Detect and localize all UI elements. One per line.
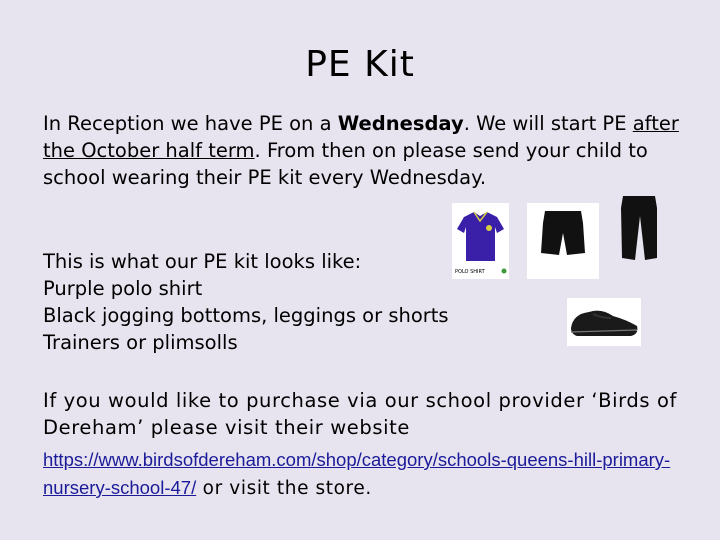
polo-caption: POLO SHIRT — [455, 269, 485, 275]
plimsoll-image — [567, 298, 641, 346]
page-title: PE Kit — [305, 44, 415, 85]
polo-shirt-image — [452, 203, 509, 279]
kit-item-polo: Purple polo shirt — [43, 277, 203, 300]
intro-text-b: . We will start PE — [463, 112, 633, 135]
kit-list — [43, 248, 513, 356]
intro-text-a: In Reception we have PE on a — [43, 112, 338, 135]
purchase-link-block — [43, 446, 703, 502]
kit-item-shoes: Trainers or plimsolls — [43, 331, 238, 354]
intro-paragraph — [43, 110, 683, 191]
kit-item-bottoms: Black jogging bottoms, leggings or shorts — [43, 304, 449, 327]
provider-website-link[interactable]: https://www.birdsofdereham.com/shop/category/schools-queens-hill-primary-nursery-school-47/ — [43, 449, 671, 498]
intro-text-c: . From then on please send your child to school wearing their PE kit every Wednesday. — [43, 139, 648, 189]
shorts-image — [527, 203, 599, 279]
purchase-paragraph: If you would like to purchase via our school provider ‘Birds of Dereham’ please visit their website — [43, 389, 677, 439]
visit-store-text: or visit the store. — [196, 478, 372, 499]
intro-bold-day: Wednesday — [337, 112, 464, 135]
kit-list-heading: This is what our PE kit looks like: — [43, 250, 362, 273]
intro-underline-term: after the October half term — [43, 112, 679, 162]
jogging-bottoms-image — [611, 192, 668, 268]
